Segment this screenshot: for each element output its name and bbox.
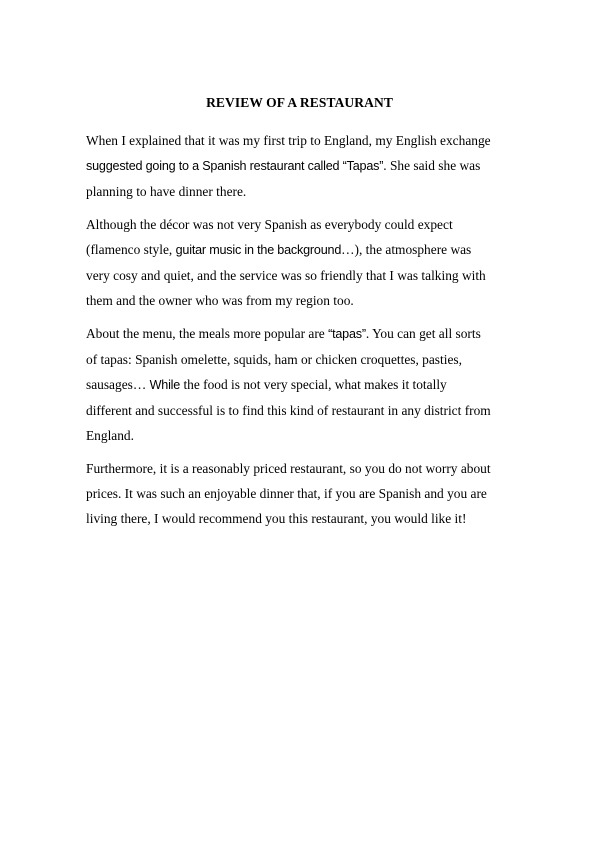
text-segment: (flamenco style,: [86, 242, 176, 257]
text-segment: of tapas: Spanish omelette, squids, ham or chicken croquettes, pasties,: [86, 352, 462, 367]
text-segment: While: [149, 378, 181, 392]
text-segment: suggested going to a Spanish restaurant called “Tapas”: [86, 159, 384, 173]
paragraph: [86, 456, 518, 531]
text-line: [86, 212, 518, 237]
text-line: [86, 456, 518, 481]
text-segment: . You can get all sorts: [365, 326, 481, 341]
text-segment: “tapas”: [328, 327, 366, 341]
text-line: [86, 423, 518, 448]
text-segment: Furthermore, it is a reasonably priced restaurant, so you do not worry about: [86, 461, 491, 476]
text-line: [86, 128, 518, 153]
text-line: [86, 321, 518, 347]
document-title: REVIEW OF A RESTAURANT: [206, 95, 393, 110]
text-segment: living there, I would recommend you this restaurant, you would like it!: [86, 511, 467, 526]
text-line: [86, 347, 518, 372]
text-segment: sausages…: [86, 377, 150, 392]
text-segment: prices. It was such an enjoyable dinner that, if you are Spanish and you are: [86, 486, 487, 501]
text-segment: planning to have dinner there.: [86, 184, 247, 199]
paragraph: [86, 128, 518, 204]
text-line: [86, 506, 518, 531]
text-segment: them and the owner who was from my region too.: [86, 293, 354, 308]
text-segment: different and successful is to find this kind of restaurant in any district from: [86, 403, 491, 418]
text-line: [86, 179, 518, 204]
text-segment: very cosy and quiet, and the service was so friendly that I was talking with: [86, 268, 486, 283]
text-line: [86, 398, 518, 423]
text-line: [86, 481, 518, 506]
text-line: [86, 263, 518, 288]
text-line: [86, 153, 518, 179]
text-segment: the food is not very special, what makes it totally: [180, 377, 447, 392]
text-line: [86, 372, 518, 398]
text-segment: Although the décor was not very Spanish as everybody could expect: [86, 217, 453, 232]
text-segment: …), the atmosphere was: [341, 242, 472, 257]
paragraph: [86, 212, 518, 313]
text-segment: When I explained that it was my first trip to England, my English exchange: [86, 133, 491, 148]
text-segment: guitar music in the background: [175, 243, 342, 257]
text-line: [86, 237, 518, 263]
text-segment: England.: [86, 428, 134, 443]
paragraph: [86, 321, 518, 448]
text-segment: About the menu, the meals more popular are: [86, 326, 329, 341]
document-body: [86, 128, 518, 539]
text-segment: . She said she was: [383, 158, 481, 173]
text-line: [86, 288, 518, 313]
